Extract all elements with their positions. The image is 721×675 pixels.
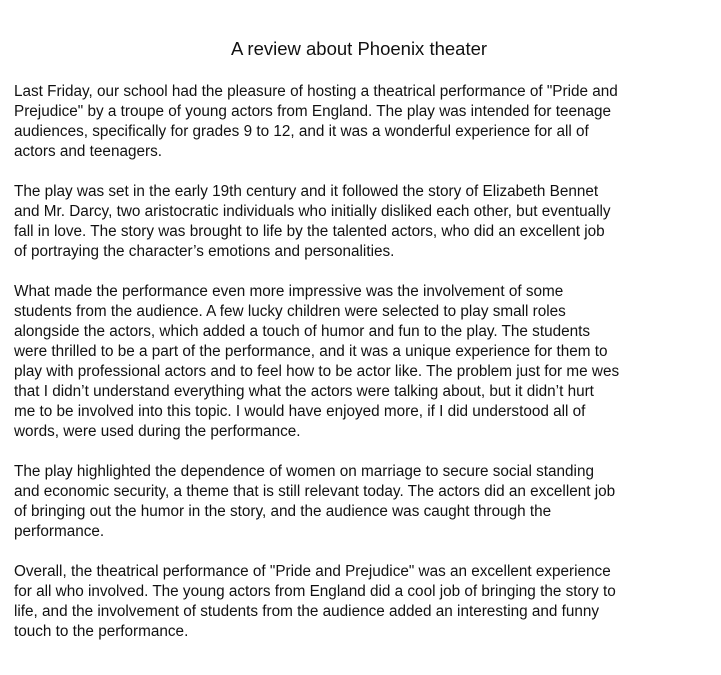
paragraph-intro: [14, 82, 714, 162]
paragraph-line: and economic security, a theme that is still relevant today. The actors did an excellent job: [14, 483, 616, 500]
paragraph-line: life, and the involvement of students from the audience added an interesting and funny: [14, 603, 600, 620]
paragraph-line: Overall, the theatrical performance of "Pride and Prejudice" was an excellent experience: [14, 563, 611, 580]
paragraph-theme: [14, 462, 714, 542]
paragraph-audience: [14, 282, 714, 442]
paragraph-line: for all who involved. The young actors from England did a cool job of bringing the story to: [14, 583, 616, 600]
paragraph-line: The play highlighted the dependence of women on marriage to secure social standing: [14, 463, 594, 480]
document-page: [14, 38, 714, 662]
paragraph-line: What made the performance even more impressive was the involvement of some: [14, 283, 564, 300]
paragraph-line: The play was set in the early 19th century and it followed the story of Elizabeth Bennet: [14, 183, 599, 200]
paragraph-line: Last Friday, our school had the pleasure of hosting a theatrical performance of "Pride and: [14, 83, 618, 100]
paragraph-line: fall in love. The story was brought to life by the talented actors, who did an excellent job: [14, 223, 605, 240]
paragraph-line: of portraying the character’s emotions and personalities.: [14, 243, 395, 260]
paragraph-conclusion: [14, 562, 714, 642]
paragraph-line: play with professional actors and to feel how to be actor like. The problem just for me wes: [14, 363, 620, 380]
document-title: A review about Phoenix theater: [230, 38, 488, 59]
paragraph-line: students from the audience. A few lucky children were selected to play small roles: [14, 303, 566, 320]
paragraph-line: audiences, specifically for grades 9 to 12, and it was a wonderful experience for all of: [14, 123, 589, 140]
paragraph-line: words, were used during the performance.: [14, 423, 301, 440]
paragraph-line: alongside the actors, which added a touch of humor and fun to the play. The students: [14, 323, 590, 340]
paragraph-line: actors and teenagers.: [14, 143, 162, 160]
paragraph-line: Prejudice" by a troupe of young actors from England. The play was intended for teenage: [14, 103, 611, 120]
paragraph-line: and Mr. Darcy, two aristocratic individuals who initially disliked each other, but eventually: [14, 203, 611, 220]
paragraph-line: were thrilled to be a part of the performance, and it was a unique experience for them to: [14, 343, 608, 360]
paragraph-line: performance.: [14, 523, 105, 540]
paragraph-line: that I didn’t understand everything what the actors were talking about, but it didn’t hurt: [14, 383, 594, 400]
paragraph-line: of bringing out the humor in the story, and the audience was caught through the: [14, 503, 552, 520]
paragraph-line: me to be involved into this topic. I would have enjoyed more, if I did understood all of: [14, 403, 586, 420]
paragraph-line: touch to the performance.: [14, 623, 189, 640]
paragraph-setting: [14, 182, 714, 262]
